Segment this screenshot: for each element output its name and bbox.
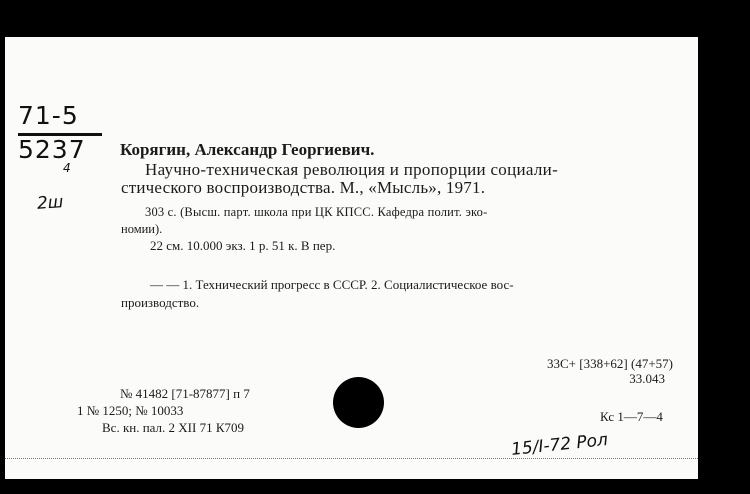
format-line: 22 см. 10.000 экз. 1 р. 51 к. В пер.: [150, 238, 336, 253]
registration-number: 1 № 1250; № 10033: [77, 403, 184, 418]
classification-number: 33.043: [629, 371, 665, 386]
title-line-1: Научно-техническая революция и пропорции социали-: [145, 160, 559, 179]
call-number-subscript: 4: [63, 161, 71, 175]
handwritten-note: 2ш: [36, 192, 65, 214]
call-number-top: 71-5: [18, 101, 79, 130]
handwritten-signature: 15/I-72 Рол: [510, 429, 609, 461]
pages-series-line-1: 303 с. (Высш. парт. школа при ЦК КПСС. Кафедра полит. эко-: [145, 205, 488, 219]
classification-index: 33С+ [338+62] (47+57): [547, 356, 673, 371]
call-number-bottom: 5237: [18, 135, 86, 164]
catalog-card: [5, 37, 698, 479]
subject-line-1: — — 1. Технический прогресс в СССР. 2. Социалистическое вос-: [150, 277, 514, 292]
ks-code: Кс 1—7—4: [600, 409, 663, 424]
bottom-dotted-rule: [5, 458, 698, 459]
pages-series-line-2: номии).: [121, 222, 163, 236]
subject-line-2: производство.: [121, 295, 200, 310]
book-chamber-line: Вс. кн. пал. 2 XII 71 К709: [102, 420, 245, 435]
order-number: № 41482 [71-87877] п 7: [120, 386, 250, 401]
punch-hole: [333, 377, 384, 428]
author-heading: Корягин, Александр Георгиевич.: [120, 140, 375, 159]
title-line-2: стического воспроизводства. М., «Мысль», 1971.: [121, 178, 486, 197]
